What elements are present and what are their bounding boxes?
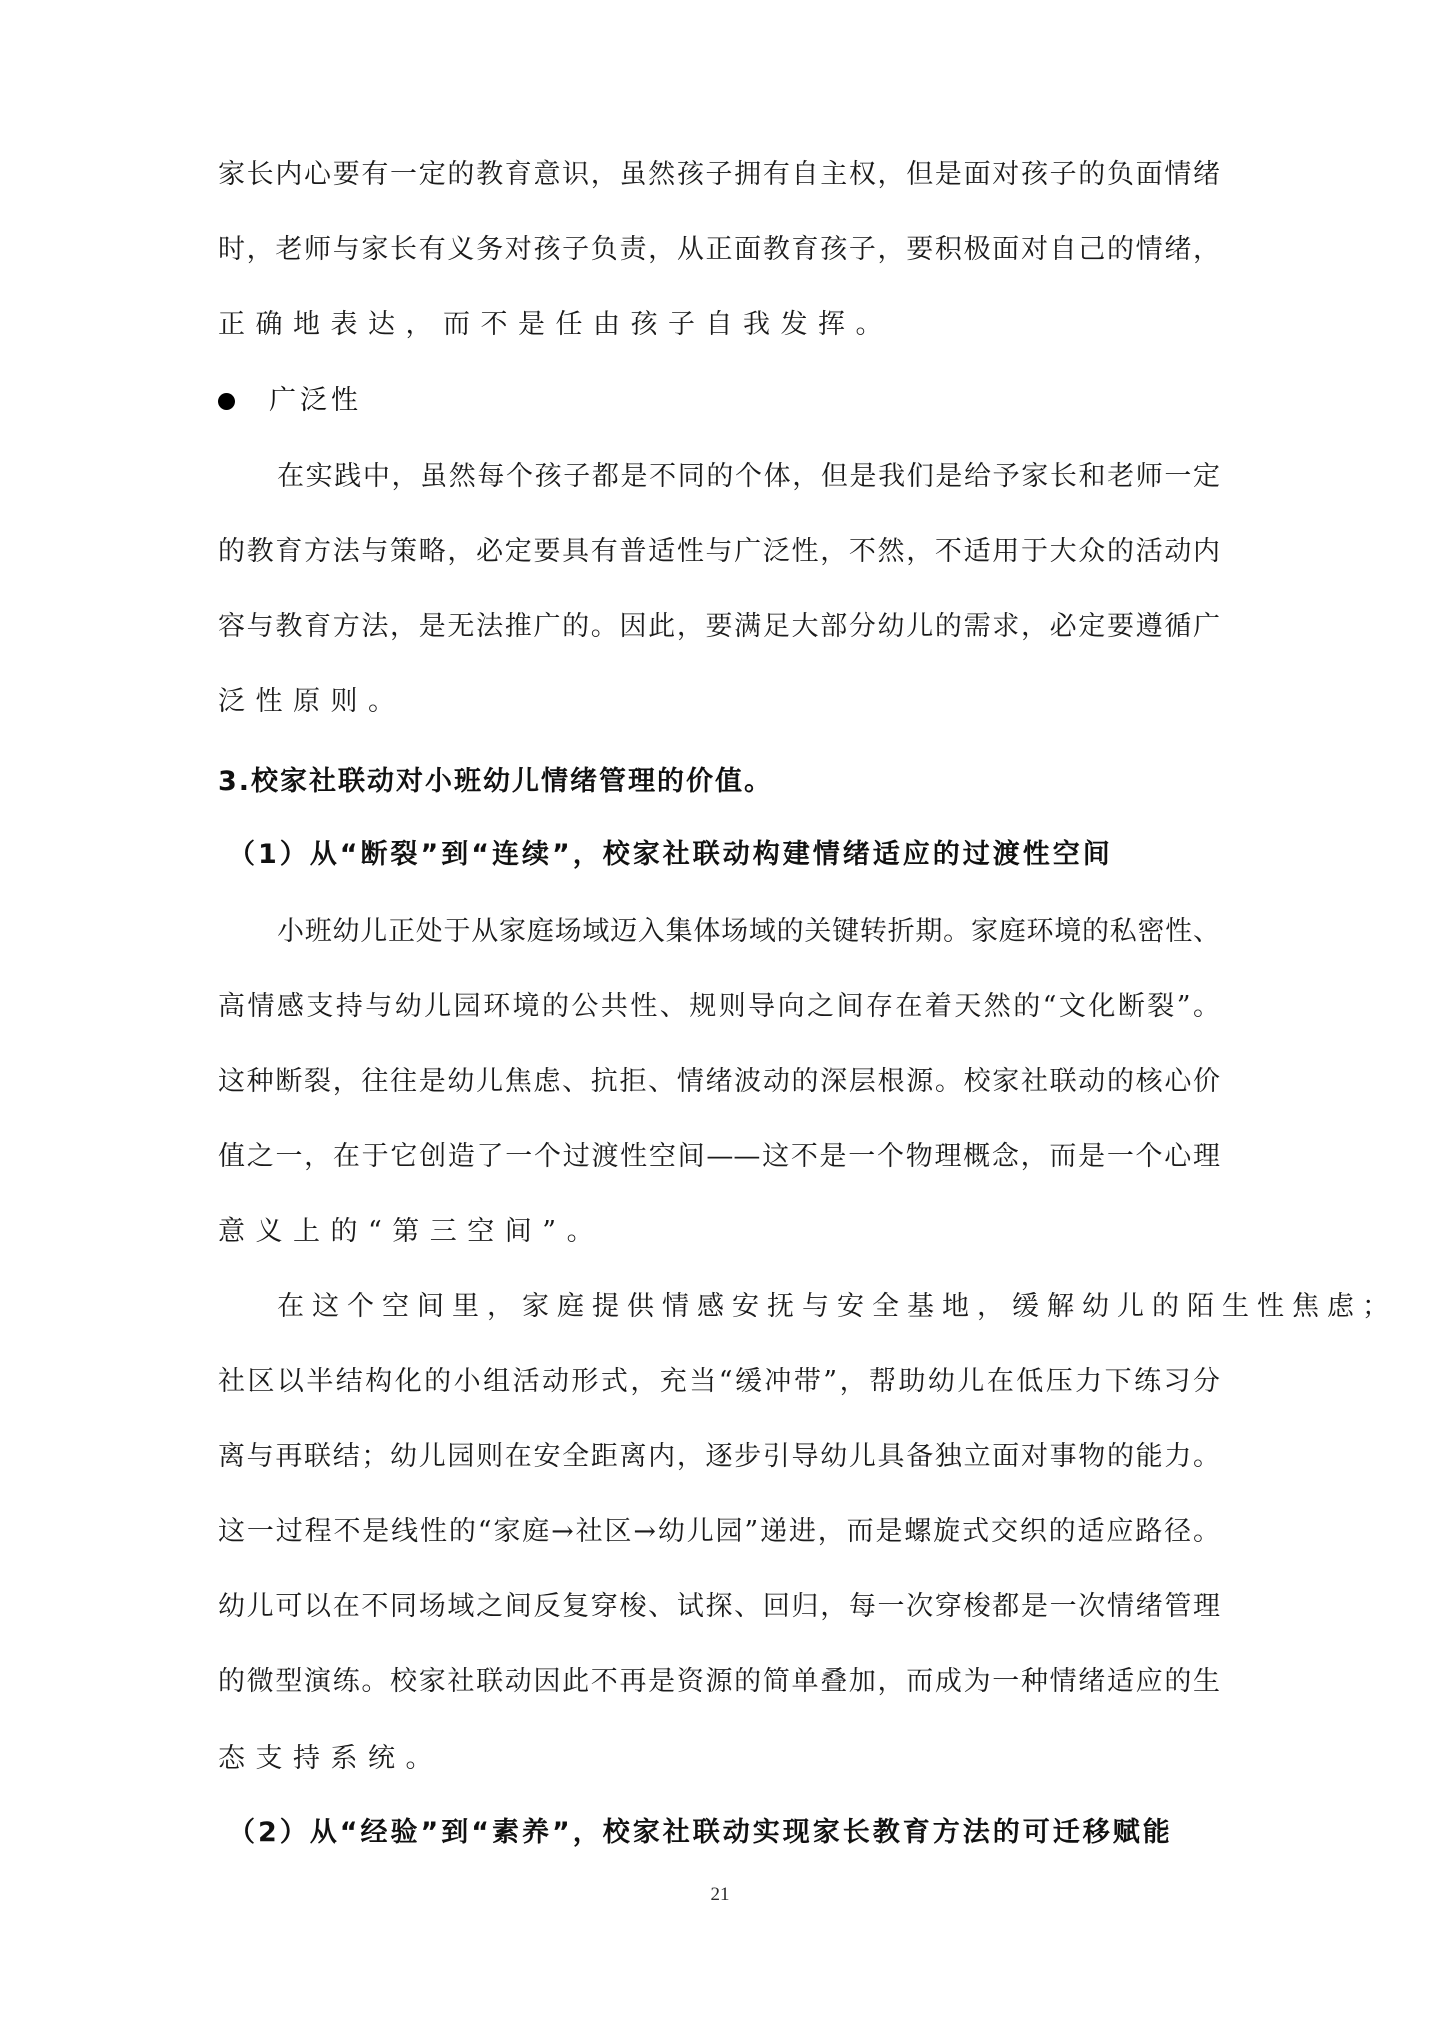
paragraph-line: 这一过程不是线性的“家庭→社区→幼儿园”递进，而是螺旋式交织的适应路径。 (218, 1516, 1220, 1547)
paragraph-line: 容与教育方法，是无法推广的。因此，要满足大部分幼儿的需求，必定要遵循广 (218, 611, 1220, 642)
paragraph-line: 在实践中，虽然每个孩子都是不同的个体，但是我们是给予家长和老师一定 (277, 461, 1220, 492)
paragraph-line: 态支持系统。 (218, 1743, 443, 1774)
paragraph-line: 的微型演练。校家社联动因此不再是资源的简单叠加，而成为一种情绪适应的生 (218, 1666, 1220, 1697)
paragraph-line: 在这个空间里，家庭提供情感安抚与安全基地，缓解幼儿的陌生性焦虑； (277, 1291, 1397, 1322)
paragraph-line: 泛性原则。 (218, 686, 406, 717)
paragraph-line: 离与再联结；幼儿园则在安全距离内，逐步引导幼儿具备独立面对事物的能力。 (218, 1441, 1220, 1472)
section-heading: 3.校家社联动对小班幼儿情绪管理的价值。 (218, 766, 774, 797)
paragraph-line: 这种断裂，往往是幼儿焦虑、抗拒、情绪波动的深层根源。校家社联动的核心价 (218, 1066, 1220, 1097)
paragraph-line: 值之一，在于它创造了一个过渡性空间——这不是一个物理概念，而是一个心理 (218, 1141, 1220, 1172)
paragraph-line: 意义上的“第三空间”。 (218, 1216, 605, 1247)
paragraph-line: 幼儿可以在不同场域之间反复穿梭、试探、回归，每一次穿梭都是一次情绪管理 (218, 1591, 1220, 1622)
page-number: 21 (710, 1884, 730, 1905)
paragraph-line: 高情感支持与幼儿园环境的公共性、规则导向之间存在着天然的“文化断裂”。 (218, 991, 1220, 1022)
paragraph-line: 时，老师与家长有义务对孩子负责，从正面教育孩子，要积极面对自己的情绪， (218, 234, 1220, 265)
paragraph-line: 正确地表达，而不是任由孩子自我发挥。 (218, 309, 893, 340)
subsection-heading: （2）从“经验”到“素养”，校家社联动实现家长教育方法的可迁移赋能 (228, 1817, 1173, 1848)
bullet-dot-icon (218, 393, 235, 410)
subsection-heading: （1）从“断裂”到“连续”，校家社联动构建情绪适应的过渡性空间 (228, 839, 1113, 870)
bullet-label: 广泛性 (269, 385, 362, 416)
paragraph-line: 家长内心要有一定的教育意识，虽然孩子拥有自主权，但是面对孩子的负面情绪 (218, 159, 1220, 190)
paragraph-line: 小班幼儿正处于从家庭场域迈入集体场域的关键转折期。家庭环境的私密性、 (277, 916, 1220, 947)
paragraph-line: 社区以半结构化的小组活动形式，充当“缓冲带”，帮助幼儿在低压力下练习分 (218, 1366, 1220, 1397)
paragraph-line: 的教育方法与策略，必定要具有普适性与广泛性，不然，不适用于大众的活动内 (218, 536, 1220, 567)
bullet-item (218, 383, 362, 419)
